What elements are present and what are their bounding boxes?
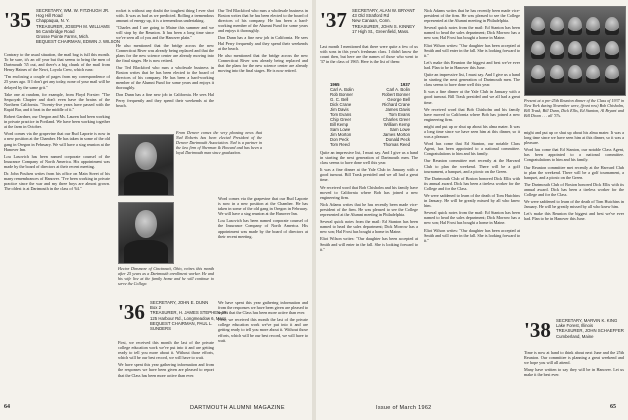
- class-38-secretary-address: Lake Forest, Illinois: [556, 323, 594, 329]
- sons-table-cell-son: Carl A. Bolin: [330, 87, 354, 92]
- class-37-paragraph: It was a fine dinner at the Yale Club in January with a good turnout. Bill Trask presided and we all had a great time.: [424, 89, 520, 105]
- group-photo-class-37: [524, 6, 626, 96]
- sons-table-cell-son: Sam Lowe: [330, 127, 351, 132]
- class-37-column-2: [424, 8, 520, 398]
- class-35-column-3: [218, 8, 308, 128]
- portrait-face: [135, 210, 157, 238]
- class-35-column-2: [116, 8, 214, 128]
- class-37-paragraph: Eliot Wilson writes: "Our daughter has been accepted at Smith and will enter in the fall. She is looking forward to it.": [320, 236, 418, 252]
- sons-table-body: [330, 87, 410, 147]
- class-35-paragraph: Don Dunn has a fine new job in California. He sees Hal Perry frequently and they spend their weekends at the beach.: [218, 35, 308, 51]
- group-person: [531, 17, 545, 35]
- group-person: [586, 17, 600, 35]
- class-37-intro: [320, 44, 418, 80]
- class-36-column-2: [218, 300, 308, 398]
- class-37-secretary: SECRETARY, ALAN W. BRYANT: [352, 8, 416, 13]
- class-37-paragraph: The Dartmouth Club of Boston honored Dick Ellis with its annual award. Dick has been a tireless worker for the College and for the Class.: [424, 175, 520, 191]
- sons-table-cell-father: William Kemp: [383, 122, 410, 127]
- class-35-paragraph: Word comes via the grapevine that our Bud Laporte is now in a new position at the Chamber. He has taken in some of the old gang in Oregon in February. We will have a stag reunion at the Hanover Inn.: [218, 196, 308, 217]
- class-37-column-1: [320, 150, 418, 398]
- sons-table-cell-father: Robert Bonner: [382, 92, 410, 97]
- page-number-left: 64: [4, 404, 10, 410]
- class-38-secretary: SECRETARY, MARVIN K. KING: [556, 318, 618, 323]
- class-35-secretary-address: Hog Hill Road Chappaqua, N. Y.: [36, 13, 70, 24]
- class-35-header: [36, 8, 122, 44]
- class-37-paragraph: might and put up or shut up about his alma mater. It was a long time since we have seen him at this dinner, so it was a pleasure.: [524, 130, 624, 146]
- class-37-paragraph: Let's make this Reunion the biggest and best we've ever had. Plan to be in Hanover this June.: [524, 211, 624, 222]
- class-35-treasurer-address: 56 Cambridge Road Grosse Pointe Farms, Mich.: [36, 28, 90, 40]
- class-37-treasurer: TREASURER, JOHN S. KINNEY: [352, 23, 416, 29]
- class-37-paragraph: might and put up or shut up about his alma mater. It was a long time since we have seen him at this dinner, so it was a pleasure.: [424, 123, 520, 140]
- class-35-column-3b: [218, 196, 308, 294]
- class-38-number: '38: [524, 318, 551, 342]
- sons-table-cell-son: Rob Bonner: [330, 92, 353, 97]
- sons-table-cell-son: Tom Reed: [330, 142, 350, 147]
- portrait-suit: [124, 240, 167, 263]
- class-37-paragraph: We were saddened to learn of the death of Tom Hutchins in January. He will be greatly missed by all who knew him.: [524, 199, 624, 210]
- sons-table-cell-father: Thomas Reed: [383, 142, 410, 147]
- class-35-paragraph: Don Dunn has a fine new job in California. He sees Hal Perry frequently and they spend their weekends at the beach.: [116, 92, 214, 108]
- class-37-paragraph: Several quick notes from the mail: Ed Stanton has been named to head the sales department; Dick Morrow has a new son; Hal Frost has bought a home in Maine.: [320, 219, 418, 235]
- class-37-secretary-address: 43 Old Stratford Rd New Canaan, Conn.: [352, 13, 391, 24]
- class-38-header: [556, 318, 624, 339]
- class-37-paragraph: Nick Adams writes that he has recently been made vice-president of the firm. He was pleased to see the College represented at the Alumni meeting in Philadelphia.: [424, 8, 520, 24]
- class-36-secretary-address: Box 2: [150, 305, 161, 311]
- class-37-paragraph: Quite an impressive list, I must say. And I give us a hand in starting the next generation of Dartmouth men. The class seems to have done well this year.: [424, 72, 520, 88]
- sons-table-cell-son: Jim Morton: [330, 132, 352, 137]
- group-person: [550, 17, 564, 35]
- group-person: [568, 65, 582, 83]
- sons-table-cell-father: Tom Evans: [388, 112, 410, 117]
- class-37-paragraph: Quite an impressive list, I must say. And I give us a hand in starting the next generation of Dartmouth men. The class seems to have done well this year.: [320, 150, 418, 166]
- class-37-paragraph: Several quick notes from the mail: Ed Stanton has been named to head the sales department; Dick Morrow has a new son; Hal Frost has bought a home in Maine.: [424, 210, 520, 226]
- group-person: [605, 65, 619, 83]
- group-person: [568, 17, 582, 35]
- class-37-paragraph: Last month I mentioned that there were quite a few of us with sons in this year's freshman class. I didn't know the count then, but here are the names of those who went to '37 in the class of 1965. Here is the list of them:: [320, 44, 418, 65]
- class-35-paragraph: He also mentioned that the bridge across the new Connecticut River was already being replaced and that the plans for the new science center are already moving into the final stages. He is now retired.: [218, 52, 308, 74]
- class-37-paragraph: It was a fine dinner at the Yale Club in January with a good turnout. Bill Trask presided and we all had a great time.: [320, 167, 418, 183]
- class-35-paragraph: Word comes via the grapevine that our Bud Laporte is now in a new position at the Chamber. He has taken in some of the old gang in Oregon in February. We will have a stag reunion at the Hanover Inn.: [4, 131, 110, 152]
- class-35-treasurer: TREASURER, JOSEPH M. WILLIAMS: [36, 23, 110, 29]
- sons-table-header-1937: 1937: [400, 82, 410, 87]
- class-36-treasurer: TREASURER, H. JAMES STEPHEN JR.: [150, 310, 228, 316]
- class-35-paragraph: rocket is without any doubt the toughest thing I ever shot with. It was as bad as we predicted. Rolling a tremendous amount of energy up, it is a tremendous undertaking.: [116, 8, 214, 24]
- class-36-agent: BEQUEST CHAIRMAN, PAUL L. SUNDERS: [150, 320, 213, 332]
- sons-table-cell-son: G. C. Bell: [330, 97, 349, 102]
- class-35-paragraph: "Charles and I are going to Maine this summer and we will stop by the Reunion. It has been a long time since we've seen all of you and the Hanover plain.": [116, 25, 214, 41]
- class-37-paragraph: Eliot Wilson writes: "Our daughter has been accepted at Smith and will enter in the fall. She is looking forward to it.": [424, 227, 520, 243]
- sons-table-cell-son: Bill Kemp: [330, 122, 349, 127]
- class-35-agent: BEQUEST CHAIRMAN, EDWIN J. WILSON: [36, 39, 120, 45]
- group-person: [605, 17, 619, 35]
- sons-table-cell-son: Dick Crane: [330, 102, 352, 107]
- class-37-paragraph: Several quick notes from the mail: Ed Stanton has been named to head the sales department; Dick Morrow has a new son; Hal Frost has bought a home in Maine.: [424, 25, 520, 41]
- sons-table-header-1965: 1965: [330, 82, 340, 87]
- class-37-paragraph: We received word that Bob Chisholm and his family have moved to California where Bob has joined a new engineering firm.: [424, 106, 520, 122]
- sons-table-cell-father: Charles Greer: [383, 117, 410, 122]
- sons-table-cell-father: Richard Crane: [382, 102, 410, 107]
- sons-table: [330, 82, 410, 147]
- sons-table-cell-son: Chip Greer: [330, 117, 352, 122]
- group-photo-back-row: [529, 17, 621, 35]
- sons-table-cell-father: Donald Peck: [385, 137, 410, 142]
- class-37-paragraph: Word has come that Ed Stanton, our notable Class Agent, has been appointed to a national committee. Congratulations to him and his family.: [524, 147, 624, 163]
- class-35-paragraph: Our Ted Blackford who runs a wholesale business in Boston writes that he has been elected to the board of directors of his company. He has been a hard-working member of the Alumni Fund for some years and enjoys it thoroughly.: [218, 8, 308, 34]
- group-photo-front-row: [529, 65, 621, 83]
- class-35-paragraph: Our Ted Blackford who runs a wholesale business in Boston writes that he has been elected to the board of directors of his company. He has been a hard-working member of the Alumni Fund for some years and enjoys it thoroughly.: [116, 64, 214, 91]
- sons-table-cell-son: Tom Evans: [330, 112, 352, 117]
- sons-table-cell-son: Jim Davis: [330, 107, 349, 112]
- class-37-paragraph: Our Reunion committee met recently at the Harvard Club to plan the weekend. There will be a golf tournament, a banquet, and a picnic on the Green.: [424, 158, 520, 174]
- photo-caption-ned-roberts: From Denver comes the very pleasing news that Ned Roberts has been elected President of the Denver Dartmouth Association. Ned is a partner in the law firm of Sherman & Howard and has been a loyal Dartmouth man since graduation.: [176, 130, 262, 155]
- class-37-paragraph: We were saddened to learn of the death of Tom Hutchins in January. He will be greatly missed by all who knew him.: [424, 193, 520, 209]
- class-35-paragraph: Lou Lasovich has been named corporate counsel of the Insurance Company of North America. His appointment was made by the board of directors at their recent meeting.: [4, 153, 110, 169]
- class-38-column: [524, 350, 624, 400]
- class-36-column: [118, 340, 214, 398]
- class-35-paragraph: Take one at random, for example, from Floyd Forster: "The Sequoyah Chapter and don't even have the brains of the Northern California. "Twenty-five years have passed with the Rapid Bar, and it beat in the middle of it.": [4, 91, 110, 112]
- class-37-paragraph: We received word that Bob Chisholm and his family have moved to California where Bob has joined a new engineering firm.: [320, 184, 418, 200]
- class-37-paragraph: Eliot Wilson writes: "Our daughter has been accepted at Smith and will enter in the fall. She is looking forward to it.": [424, 42, 520, 58]
- class-38-paragraph: Time is now at hand to think about next June and the 25th Reunion. Our committee is planning a great weekend and we hope you will all attend.: [524, 350, 624, 366]
- footer-right: Issue of March 1962: [376, 405, 432, 411]
- group-photo-caption: Present at a pre-25th Reunion dinner of the Class of 1937 in New York during November were, (front row) Bob Chisholm, Bill Trask, Bill Dunn, Dick Ellis, Ed Stanton, Al Bryant and Bill Dixon . . . all '37s.: [524, 98, 624, 118]
- class-35-paragraph: Robert Gardner, our Oregon and Ms. Lauren had been working in private practice in Portland. We have been working together at the farm in October.: [4, 114, 110, 130]
- class-35-paragraph: "I'm enclosing a couple of pages from my correspondence of 25 years ago. If I don't get any today, none of your mail will be delayed by the same grit.": [4, 74, 110, 90]
- footer-left: DARTMOUTH ALUMNI MAGAZINE: [190, 405, 285, 411]
- right-page: [316, 0, 628, 420]
- class-38-treasurer: TREASURER, JOHN SCHAEFFER: [556, 328, 624, 334]
- class-36-paragraph: First, we received this month the last of the private college education work we've put into it and are getting ready to tell you more about it. Without those efforts, which will be our best record, we will have to wait.: [118, 340, 214, 361]
- sons-table-cell-father: James Davis: [385, 107, 410, 112]
- class-35-paragraph: Lou Lasovich has been named corporate counsel of the Insurance Company of North America. His appointment was made by the board of directors at their recent meeting.: [218, 218, 308, 239]
- group-person: [550, 65, 564, 83]
- class-38-treasurer-address: Cumberland, Maine: [556, 333, 594, 339]
- class-37-paragraph: The Dartmouth Club of Boston honored Dick Ellis with its annual award. Dick has been a tireless worker for the College and for the Class.: [524, 181, 624, 198]
- left-page: [0, 0, 312, 420]
- class-35-paragraph: Dr. John Poulsen writes from his office on Main Street of his many remembrances of Hanover. "I've been working in private practice since the war and my three boys are almost grown. The oldest is at Dartmouth in the class of '64.": [4, 170, 110, 192]
- class-37-column-3: [524, 130, 624, 316]
- group-person: [586, 41, 600, 59]
- portrait-face: [135, 142, 157, 170]
- class-37-paragraph: Let's make this Reunion the biggest and best we've ever had. Plan to be in Hanover this June.: [424, 59, 520, 70]
- class-35-number: '35: [4, 8, 31, 32]
- class-36-secretary: SECRETARY, JOHN E. DUNN: [150, 300, 209, 305]
- portrait-suit: [124, 172, 167, 195]
- sons-table-cell-father: Sam Lowe: [389, 127, 410, 132]
- class-38-paragraph: Many have written to say they will be in Hanover. Let us make it the best ever.: [524, 367, 624, 378]
- class-36-paragraph: We have spent this year gathering information and from the responses we have been given are pleased to report that the Class has been more active than ever.: [218, 300, 308, 316]
- class-37-paragraph: Nick Adams writes that he has recently been made vice-president of the firm. He was pleased to see the College represented at the Alumni meeting in Philadelphia.: [320, 201, 418, 218]
- sons-table-cell-father: James Morton: [382, 132, 410, 137]
- class-35-column-1: [4, 52, 110, 394]
- class-36-number: '36: [118, 300, 145, 324]
- sons-table-cell-father: Carl A. Bolin: [386, 87, 410, 92]
- group-person: [531, 41, 545, 59]
- group-person: [531, 65, 545, 83]
- group-person: [586, 65, 600, 83]
- class-35-paragraph: He also mentioned that the bridge across the new Connecticut River was already being replaced and that the plans for the new science center are already moving into the final stages. He is now retired.: [116, 42, 214, 63]
- portrait-photo-hector-dinsmore: [118, 202, 174, 264]
- page-number-right: 65: [610, 404, 616, 410]
- class-37-number: '37: [320, 8, 347, 32]
- class-36-paragraph: First, we received this month the last of the private college education work we've put into it and are getting ready to tell you more about it. Without those efforts, which will be our best record, we will have to wait.: [218, 317, 308, 343]
- group-photo-middle-row: [529, 41, 621, 59]
- group-person: [605, 41, 619, 59]
- sons-table-cell-father: George Bell: [387, 97, 410, 102]
- class-36-treasurer-address: 125 Harbour Rd., Longmeadow 6, Mass.: [150, 315, 228, 321]
- sons-table-cell-son: Don Peck: [330, 137, 349, 142]
- class-37-paragraph: Word has come that Ed Stanton, our notable Class Agent, has been appointed to a national committee. Congratulations to him and his family.: [424, 141, 520, 157]
- class-37-paragraph: Our Reunion committee met recently at the Harvard Club to plan the weekend. There will be a golf tournament, a banquet, and a picnic on the Green.: [524, 164, 624, 180]
- class-37-treasurer-address: 17 High St., Greenfield, Mass.: [352, 28, 410, 34]
- sons-table-row: [330, 142, 410, 147]
- class-36-paragraph: We have spent this year gathering information and from the responses we have been given are pleased to report that the Class has been more active than ever.: [118, 362, 214, 378]
- class-35-paragraph: Contrary to the usual situation, the mail bag is full this month. To be sure, it's an off year but that seems to bring the men of Dartmouth '35 out, and there's a big chunk of the mail from Henry Haines of the Newt, Loyola Crew, which runs:: [4, 52, 110, 73]
- photo-caption-hector-dinsmore: Hector Dinsmore of Cincinnati, Ohio, retires this month after 25 years as a Dartmouth enrollment worker. He and his wife live at the family home and he will continue to serve the College.: [118, 266, 214, 286]
- group-person: [550, 41, 564, 59]
- portrait-photo-ned-roberts: [118, 134, 174, 196]
- class-37-header: [352, 8, 426, 34]
- class-35-secretary: SECRETARY, WM. W. FITZHUGH JR.: [36, 8, 110, 13]
- group-person: [568, 41, 582, 59]
